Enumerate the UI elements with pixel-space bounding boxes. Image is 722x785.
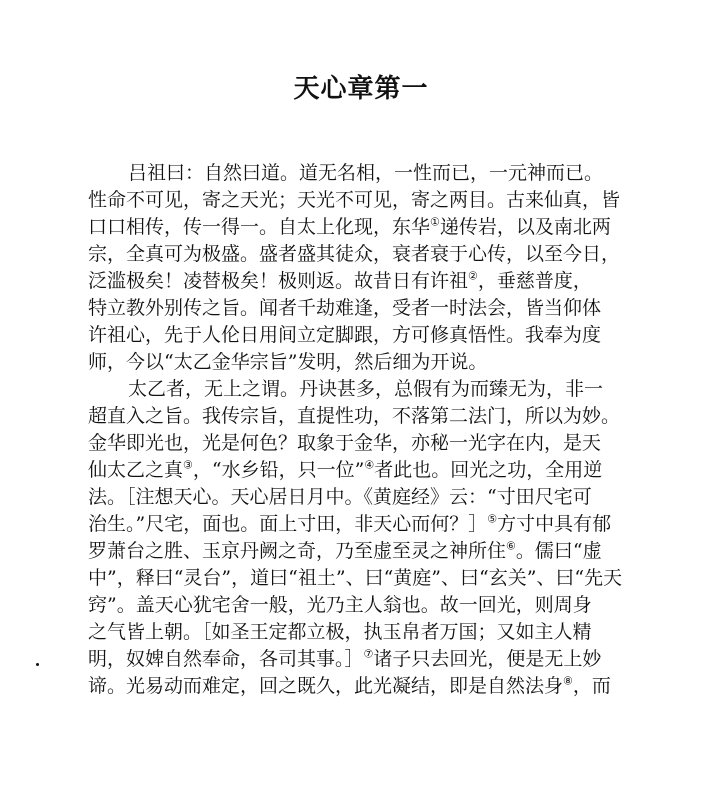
footnote-marker: ⑤: [487, 512, 498, 526]
text-line: 师，今以“太乙金华宗旨”发明，然后细为开说。: [88, 351, 488, 373]
footnote-marker: ③: [183, 458, 193, 472]
scan-speck: [36, 663, 39, 666]
text-line: 谛。光易动而难定，回之既久，此光凝结，即是自然法身⑧，而: [88, 674, 611, 697]
text-line: 中”，释曰“灵台”，道曰“祖土”、曰“黄庭”、曰“玄关”、曰“先天: [88, 567, 623, 589]
text-line: 口口相传，传一得一。自太上化现，东华①递传岩，以及南北两: [88, 215, 611, 238]
footnote-marker: ⑥: [506, 539, 516, 553]
text-line: 治生。”尺宅，面也。面上寸田，非天心而何？］⑤方寸中具有郁: [88, 512, 612, 535]
footnote-marker: ⑦: [363, 647, 374, 661]
footnote-marker: ②: [468, 269, 478, 283]
text-line: 泛滥极矣！凌替极矣！极则返。故昔日有许祖②，垂慈普度，: [88, 269, 592, 292]
text-line: 宗，全真可为极盛。盛者盛其徒众，衰者衰于心传，以至今日，: [88, 243, 621, 265]
text-line: 之气皆上朝。［如圣王定都立极，执玉帛者万国；又如主人精: [88, 621, 592, 643]
text-line: 仙太乙之真③，“水乡铅，只一位”④者此也。回光之功，全用逆: [88, 458, 603, 481]
footnote-marker: ①: [430, 215, 440, 229]
text-line: 罗萧台之胜、玉京丹阙之奇，乃至虚至灵之神所住⑥。儒曰“虚: [88, 539, 602, 562]
text-line: 窍”。盖天心犹宅舍一般，光乃主人翁也。故一回光，则周身: [88, 594, 592, 616]
footnote-marker: ⑧: [563, 674, 573, 688]
text-line: 法。［注想天心。天心居日月中。《黄庭经》云：“寸田尺宅可: [88, 486, 592, 508]
text-line: 吕祖曰：自然曰道。道无名相，一性而已，一元神而已。: [128, 162, 604, 184]
chapter-title: 天心章第一: [293, 74, 429, 104]
text-line: 金华即光也，光是何色？取象于金华，亦秘一光字在内，是天: [88, 432, 602, 454]
text-line: 明，奴婢自然奉命，各司其事。］⑦诸子只去回光，便是无上妙: [88, 647, 602, 670]
text-line: 超直入之旨。我传宗旨，直提性功，不落第二法门，所以为妙。: [88, 405, 621, 427]
text-line: 许祖心，先于人伦日用间立定脚跟，方可修真悟性。我奉为度: [88, 324, 602, 346]
text-line: 性命不可见，寄之天光；天光不可见，寄之两目。古来仙真，皆: [88, 189, 621, 211]
text-line: 太乙者，无上之谓。丹诀甚多，总假有为而臻无为，非一: [128, 378, 604, 400]
text-line: 特立教外别传之旨。闻者千劫难逢，受者一时法会，皆当仰体: [88, 297, 602, 319]
chapter-body: [88, 160, 648, 700]
footnote-marker: ④: [364, 458, 375, 472]
